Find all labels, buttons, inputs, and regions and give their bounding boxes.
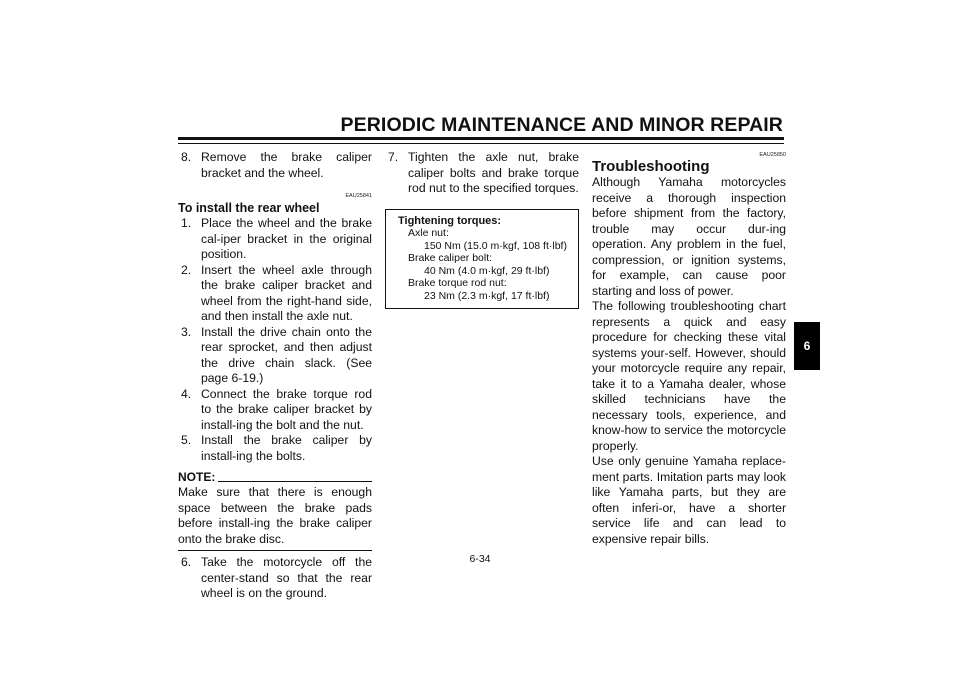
paragraph: Use only genuine Yamaha replace-ment parts. Imitation parts may look like Yamaha parts, but they are often inferi-or, have a shorter service life and can lead to expensive repair bills. <box>592 454 786 546</box>
step-7 <box>385 150 579 197</box>
column-middle <box>385 150 579 309</box>
step-text: Install the drive chain onto the rear sprocket, and then adjust the drive chain slack. (See page 6-19.) <box>201 324 372 385</box>
paragraph: The following troubleshooting chart represents a quick and easy procedure for checking these vital systems your-self. However, should your motorcycle require any repair, take it to a Yamaha dealer, whose skilled technicians have the necessary tools, experience, and know-how to service the motorcycle properly. <box>592 299 786 453</box>
step-number: 5. <box>181 433 192 447</box>
section-code: EAU25850 <box>759 152 786 158</box>
note-divider <box>218 481 372 482</box>
step-text: Connect the brake torque rod to the brake caliper bracket by install-ing the bolt and the nut. <box>201 386 372 432</box>
step-text: Take the motorcycle off the center-stand so that the rear wheel is on the ground. <box>201 555 372 600</box>
note-end-divider <box>178 550 372 551</box>
note-text: Make sure that there is enough space between the brake pads before install-ing the brake caliper onto the brake disc. <box>178 485 372 546</box>
step-number: 4. <box>181 386 192 401</box>
step-number: 6. <box>181 555 192 569</box>
torque-rod-value: 23 Nm (2.3 m·kgf, 17 ft·lbf) <box>424 289 550 302</box>
step-4 <box>178 387 372 434</box>
tightening-torques-box <box>385 209 579 310</box>
step-text: Place the wheel and the brake cal-iper bracket in the original position. <box>201 216 372 261</box>
step-number: 1. <box>181 216 192 230</box>
step-8 <box>178 150 372 181</box>
column-right <box>592 150 786 547</box>
page-number: 6-34 <box>469 553 491 565</box>
torque-axle-label: Axle nut: <box>408 227 449 239</box>
step-text: Tighten the axle nut, brake caliper bolts and brake torque rod nut to the specified torques. <box>408 150 579 195</box>
step-number: 3. <box>181 324 192 339</box>
paragraph: Although Yamaha motorcycles receive a thorough inspection before shipment from the factory, trouble may occur dur-ing operation. Any problem in the fuel, compression, or ignition systems, for example, can cause poor starting and loss of power. <box>592 175 786 298</box>
column-left <box>178 150 372 602</box>
torque-title: Tightening torques: <box>398 214 502 227</box>
step-text: Insert the wheel axle through the brake caliper bracket and wheel from the right-hand side, and then install the axle nut. <box>201 262 372 323</box>
torque-axle-value: 150 Nm (15.0 m·kgf, 108 ft·lbf) <box>424 239 567 252</box>
header-rule-thick <box>178 137 784 140</box>
note-label: NOTE: <box>178 470 216 484</box>
heading-troubleshooting: Troubleshooting <box>592 158 710 175</box>
step-text: Install the brake caliper by install-ing the bolts. <box>201 433 372 463</box>
step-number: 7. <box>388 150 399 164</box>
torque-rod-label: Brake torque rod nut: <box>408 277 507 289</box>
torque-caliper-label: Brake caliper bolt: <box>408 252 493 264</box>
step-number: 8. <box>181 150 192 164</box>
step-3 <box>178 325 372 387</box>
step-5 <box>178 433 372 464</box>
chapter-tab: 6 <box>794 322 820 370</box>
header-rule-thin <box>178 143 784 144</box>
step-2 <box>178 263 372 325</box>
section-code: EAU25841 <box>345 193 372 199</box>
note-header <box>178 470 372 485</box>
step-1 <box>178 216 372 263</box>
subheading-install-rear-wheel: To install the rear wheel <box>178 201 320 215</box>
torque-caliper-value: 40 Nm (4.0 m·kgf, 29 ft·lbf) <box>424 264 550 277</box>
page-title: PERIODIC MAINTENANCE AND MINOR REPAIR <box>340 114 783 136</box>
step-number: 2. <box>181 262 192 277</box>
step-text: Remove the brake caliper bracket and the wheel. <box>201 150 372 180</box>
